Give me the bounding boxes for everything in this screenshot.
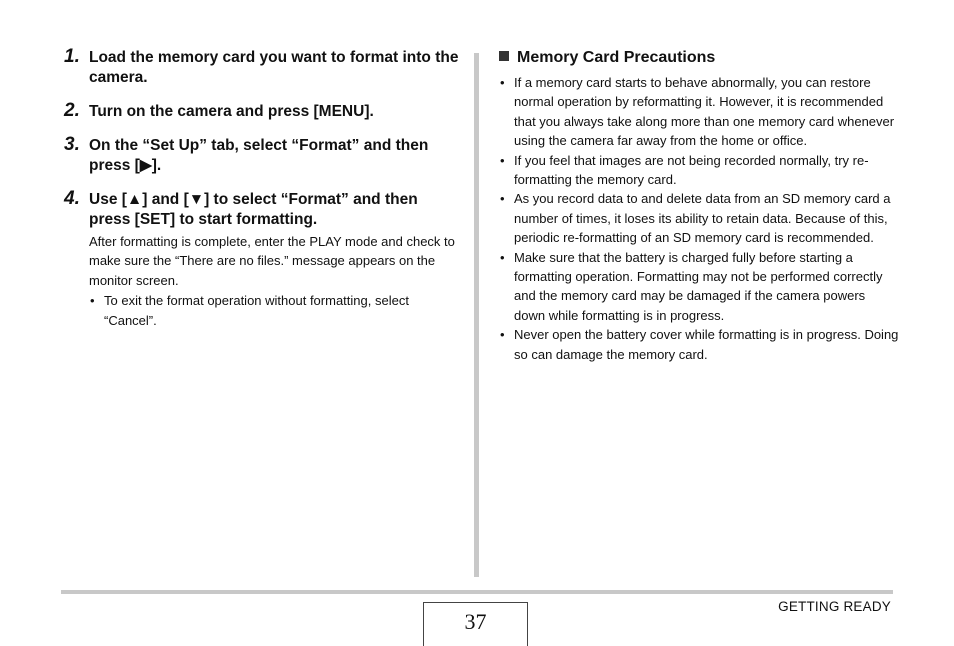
list-item [499, 248, 899, 326]
bullet-dot-icon: • [500, 327, 505, 343]
column-divider [474, 53, 479, 577]
list-item [499, 73, 899, 151]
step-text: Turn on the camera and press [MENU]. [89, 103, 374, 120]
step-number: 4. [64, 188, 80, 209]
section-heading [499, 47, 899, 69]
left-column [64, 46, 460, 330]
footer-rule [61, 590, 893, 594]
section-label: GETTING READY [778, 599, 891, 614]
bullet-dot-icon: • [500, 75, 505, 90]
step-4 [64, 190, 460, 330]
bullet-dot-icon: • [500, 249, 505, 265]
square-bullet-icon [499, 51, 509, 61]
right-column [499, 46, 899, 364]
step-number: 2. [64, 100, 80, 121]
step-2 [64, 102, 460, 122]
section-title: Memory Card Precautions [517, 49, 716, 66]
list-item-text: As you record data to and delete data from an SD memory card a number of times, it loses its ability to retain data. Because of this, periodic re-formatting of an SD memory card is recommended. [514, 191, 891, 246]
step-4-bullet [89, 291, 460, 330]
list-item-text: If a memory card starts to behave abnormally, you can restore normal operation by reformatting it. However, it is recommended that you always take along more than one memory card whenever using the camera far away from the home or office. [514, 75, 895, 149]
step-number: 3. [64, 134, 80, 155]
step-4-detail: After formatting is complete, enter the PLAY mode and check to make sure the “There are no files.” message appears on the monitor screen. [89, 234, 455, 288]
page-number: 37 [423, 602, 528, 646]
bullet-dot-icon: • [90, 293, 95, 309]
list-item-text: Make sure that the battery is charged fully before starting a formatting operation. Formatting may not be performed correctly and the memory card may be damaged if the camera powers down while formatting is in progress. [514, 249, 883, 323]
list-item [499, 151, 899, 190]
precautions-list [499, 73, 899, 364]
step-text: Load the memory card you want to format into the camera. [89, 49, 459, 86]
step-text: On the “Set Up” tab, select “Format” and then press [▶]. [89, 137, 429, 174]
bullet-text: To exit the format operation without formatting, select “Cancel”. [104, 293, 409, 328]
bullet-dot-icon: • [500, 152, 505, 168]
step-text: Use [▲] and [▼] to select “Format” and then press [SET] to start formatting. [89, 191, 418, 228]
step-3 [64, 136, 460, 176]
step-1 [64, 48, 460, 88]
list-item-text: If you feel that images are not being recorded normally, try re-formatting the memory card. [514, 152, 869, 188]
list-item [499, 325, 899, 364]
bullet-dot-icon: • [500, 191, 505, 207]
list-item-text: Never open the battery cover while formatting is in progress. Doing so can damage the memory card. [514, 327, 899, 362]
list-item [499, 189, 899, 247]
step-number: 1. [64, 46, 80, 67]
